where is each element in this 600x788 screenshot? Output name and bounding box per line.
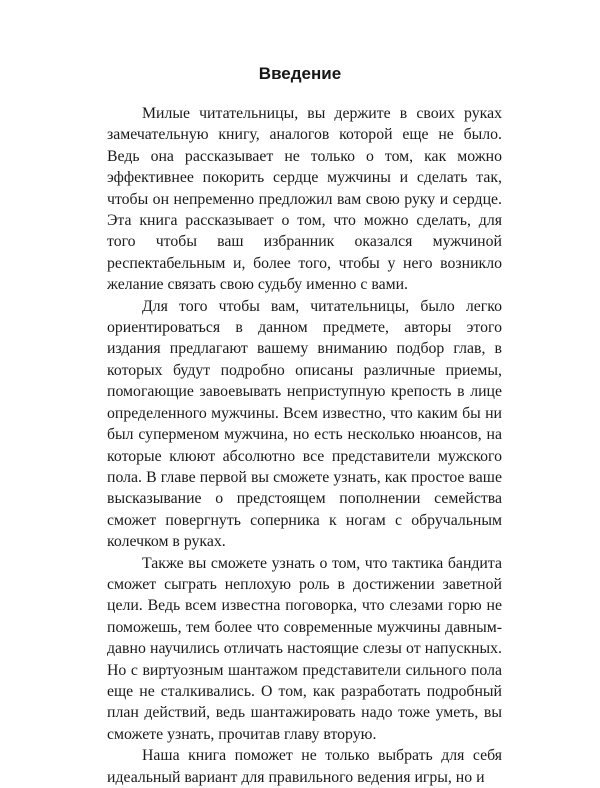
paragraph-1: Милые читательницы, вы держите в своих руках замечательную книгу, аналогов которой еще не было. Ведь она рассказывает не только о том, как можно эффективнее покорить сердце мужчины и сделать так, чтобы он непременно предложил вам свою руку и сердце. Эта книга рассказывает о том, что можно сделать, для того чтобы ваш избранник оказался мужчиной респектабельным и, более того, чтобы у него возникло желание связать свою судьбу именно с вами. bbox=[107, 105, 502, 294]
paragraph-3: Также вы сможете узнать о том, что тактика бандита сможет сыграть неплохую роль в достижении заветной цели. Ведь всем известна поговорка, что слезами горю не поможешь, тем более что современные мужчины давным-давно научились отличать настоящие слезы от напускных. Но с виртуозным шантажом представители сильного пола еще не сталкивались. О том, как разработать подробный план действий, ведь шантажировать надо тоже уметь, вы сможете узнать, прочитав главу вторую. bbox=[107, 554, 502, 743]
body-text bbox=[107, 103, 502, 788]
paragraph-2: Для того чтобы вам, читательницы, было легко ориентироваться в данном предмете, авторы этого издания предлагают вашему вниманию подбор глав, в которых будут подробно описаны различные приемы, помогающие завоевывать неприступную крепость в лице определенного мужчины. Всем известно, что каким бы ни был суперменом мужчина, но есть несколько нюансов, на которые клюют абсолютно все представители мужского пола. В главе первой вы сможете узнать, как простое ваше высказывание о предстоящем пополнении семейства сможет повергнуть соперника к ногам с обручальным колечком в руках. bbox=[107, 297, 502, 551]
chapter-title: Введение bbox=[258, 64, 342, 83]
paragraph-4: Наша книга поможет не только выбрать для себя идеальный вариант для правильного ведения игры, но и bbox=[107, 747, 502, 786]
